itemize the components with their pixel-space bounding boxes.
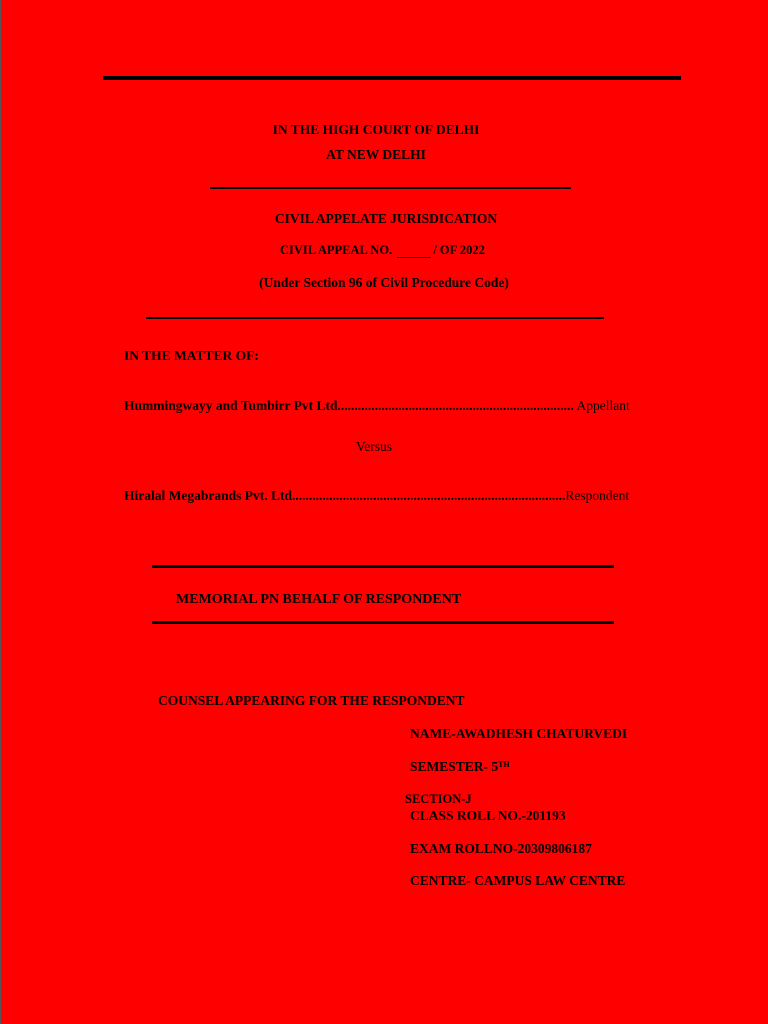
counsel-class-roll: CLASS ROLL NO.-201193 — [410, 808, 566, 823]
appellant-role: Appellant — [576, 398, 630, 413]
jurisdiction-rule — [146, 317, 604, 319]
court-rule — [210, 187, 571, 189]
respondent-name: Hiralal Megabrands Pvt. Ltd................................................................................. — [124, 488, 566, 503]
counsel-centre: CENTRE- CAMPUS LAW CENTRE — [410, 873, 626, 888]
appellant-name: Hummingwayy and Tumbirr Pvt Ltd...................................................................... — [124, 398, 574, 413]
top-rule — [103, 76, 681, 80]
section-reference: (Under Section 96 of Civil Procedure Code) — [259, 275, 509, 290]
memorial-rule-top — [152, 565, 614, 568]
respondent-role: Respondent — [565, 488, 630, 503]
appeal-suffix: / OF 2022 — [433, 243, 485, 257]
court-line-1: IN THE HIGH COURT OF DELHI — [272, 122, 480, 137]
appeal-prefix: CIVIL APPEAL NO. — [280, 243, 393, 257]
counsel-name: NAME-AWADHESH CHATURVEDI — [410, 726, 628, 741]
appeal-number-blank — [397, 245, 431, 258]
jurisdiction-title: CIVIL APPELATE JURISDICATION — [274, 211, 498, 226]
counsel-exam-roll: EXAM ROLLNO-20309806187 — [410, 841, 592, 856]
appeal-number-line — [280, 242, 485, 258]
counsel-semester — [410, 759, 510, 775]
court-line-2: AT NEW DELHI — [326, 147, 426, 162]
respondent-line — [124, 488, 629, 504]
counsel-section: SECTION-J — [405, 792, 472, 806]
semester-suffix: TH — [498, 760, 510, 769]
versus-text: Versus — [356, 439, 392, 454]
semester-text: SEMESTER- 5 — [410, 759, 499, 774]
memorial-title: MEMORIAL PN BEHALF OF RESPONDENT — [176, 592, 462, 607]
appellant-line — [124, 398, 630, 414]
matter-heading: IN THE MATTER OF: — [124, 348, 259, 363]
counsel-heading: COUNSEL APPEARING FOR THE RESPONDENT — [158, 693, 465, 708]
memorial-rule-bottom — [152, 621, 614, 624]
